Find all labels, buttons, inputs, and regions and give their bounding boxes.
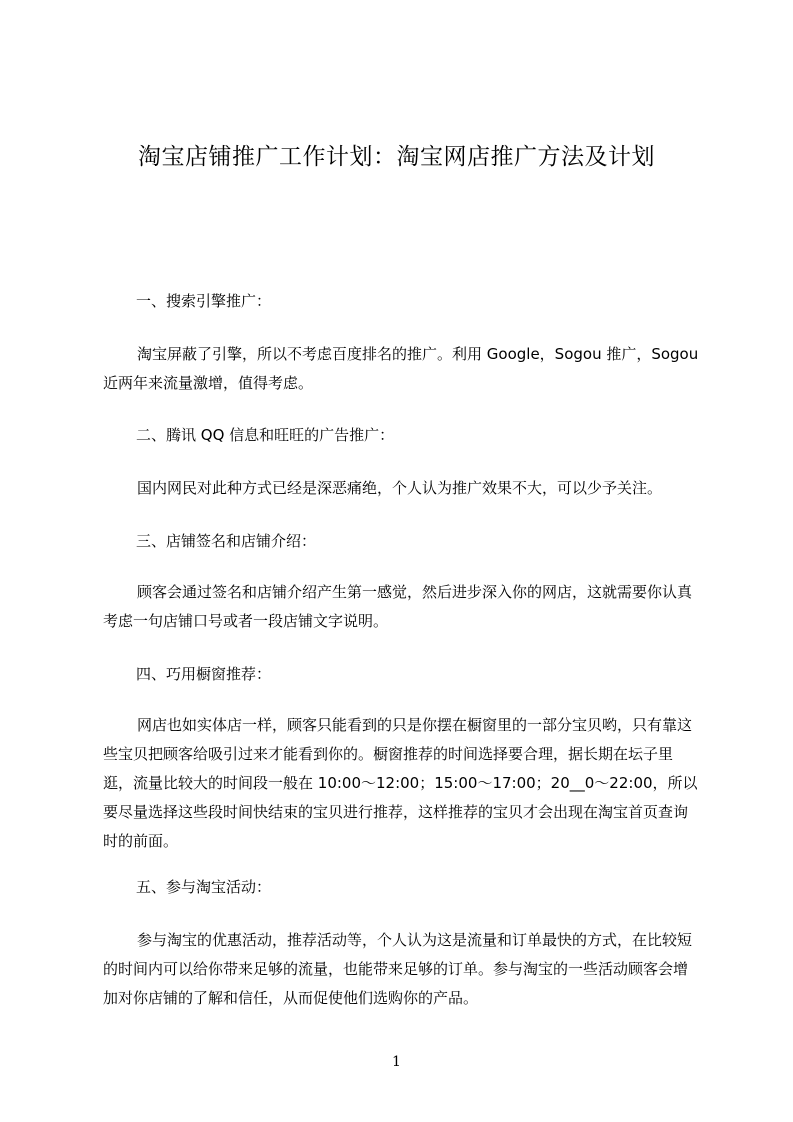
section-heading-3: 三、店铺签名和店铺介绍： xyxy=(136,532,317,550)
section-heading-1: 一、搜索引擎推广： xyxy=(136,292,272,310)
section-body-1: 淘宝屏蔽了引擎，所以不考虑百度排名的推广。利用 Google，Sogou 推广，Sogou 近两年来流量激增，值得考虑。 xyxy=(103,345,699,392)
section-body-2: 国内网民对此种方式已经是深恶痛绝，个人认为推广效果不大，可以少予关注。 xyxy=(137,479,663,497)
page-number: 1 xyxy=(392,1054,401,1070)
section-body-4: 网店也如实体店一样，顾客只能看到的只是你摆在橱窗里的一部分宝贝哟，只有靠这些宝贝把顾客给吸引过来才能看到你的。橱窗推荐的时间选择要合理，据长期在坛子里逛，流量比较大的时间段一般在 10:00～12:00；15:00～17:00；20__0～22:00，所以要尽量选择这些段时间快结束的宝贝进行推荐，这样推荐的宝贝才会出现在淘宝首页查询时的前面。 xyxy=(103,716,698,850)
section-body-5: 参与淘宝的优惠活动，推荐活动等，个人认为这是流量和订单最快的方式，在比较短的时间内可以给你带来足够的流量，也能带来足够的订单。参与淘宝的一些活动顾客会增加对你店铺的了解和信任，从而促使他们选购你的产品。 xyxy=(103,931,693,1007)
section-heading-4: 四、巧用橱窗推荐： xyxy=(136,665,272,683)
document-title: 淘宝店铺推广工作计划：淘宝网店推广方法及计划 xyxy=(138,144,655,170)
section-heading-2: 二、腾讯 QQ 信息和旺旺的广告推广： xyxy=(136,426,395,444)
section-heading-5: 五、参与淘宝活动： xyxy=(136,878,272,896)
section-body-3: 顾客会通过签名和店铺介绍产生第一感觉，然后进步深入你的网店，这就需要你认真考虑一句店铺口号或者一段店铺文字说明。 xyxy=(103,583,693,630)
